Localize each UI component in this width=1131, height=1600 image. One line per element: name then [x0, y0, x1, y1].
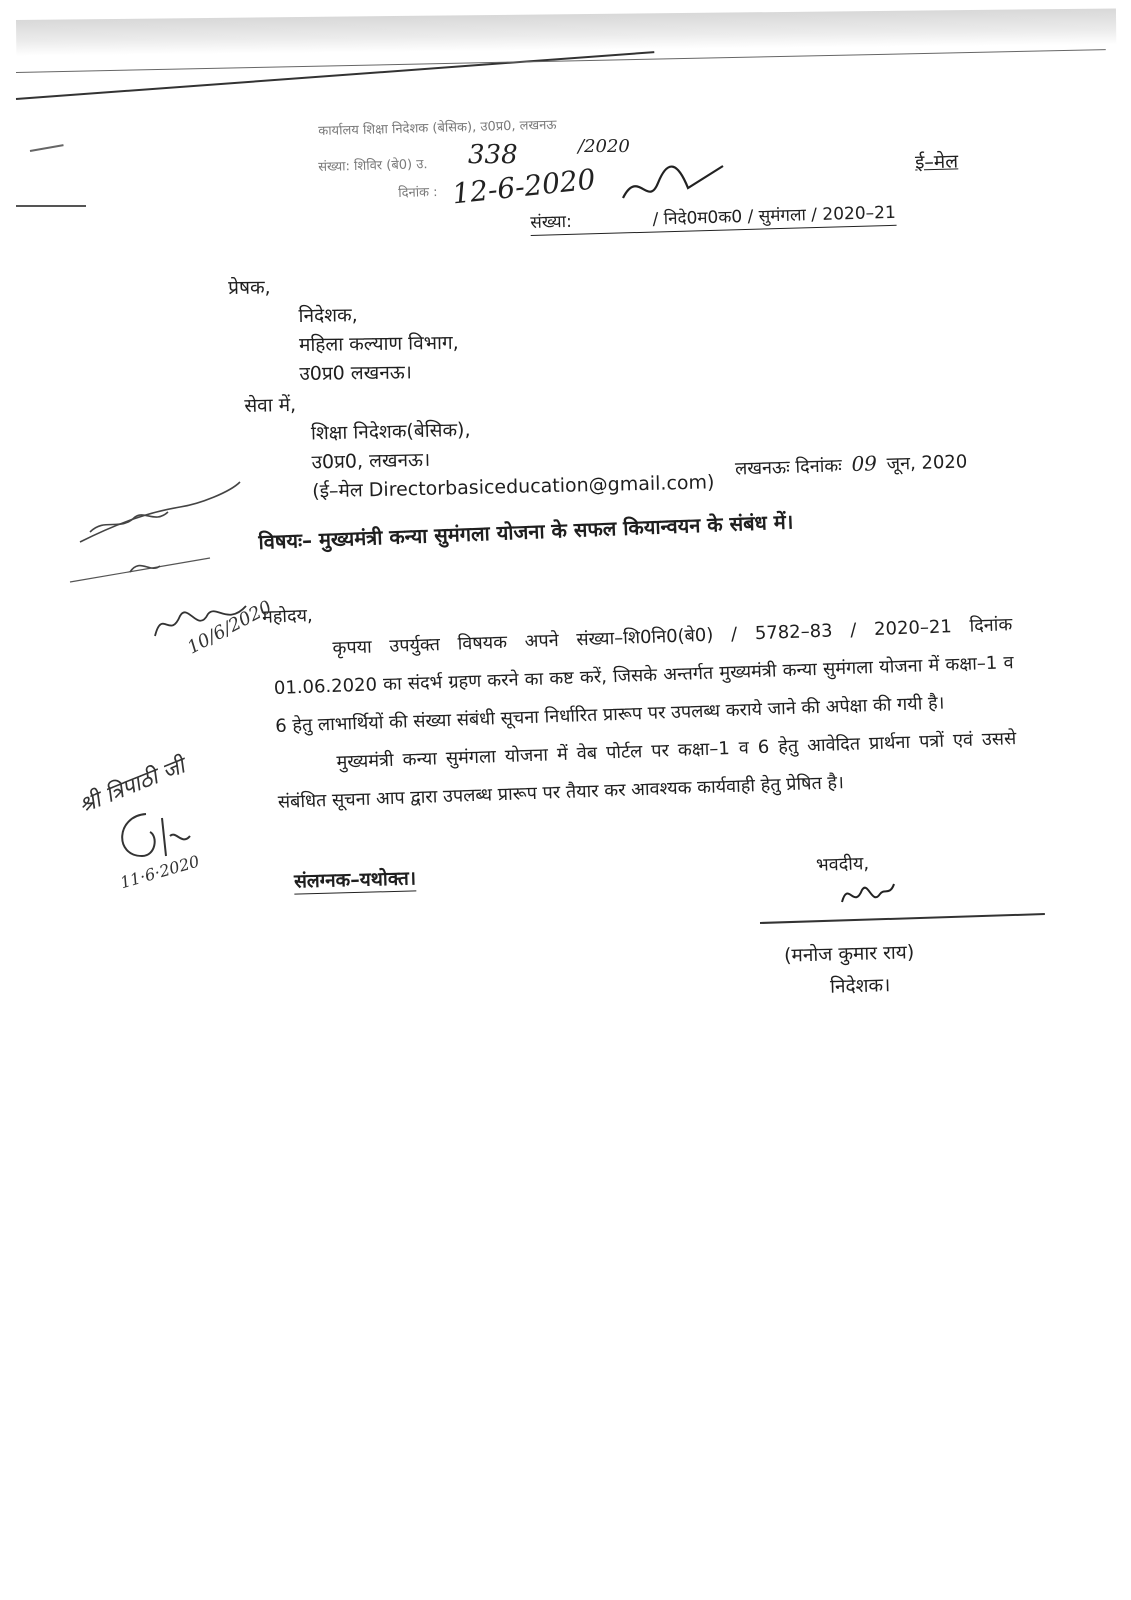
- sender-block: [228, 271, 459, 390]
- margin-scribble: [60, 462, 260, 612]
- signature-rule: [760, 913, 1045, 923]
- body-paragraph-2: मुख्यमंत्री कन्या सुमंगला योजना में वेब पोर्टल पर कक्षा–1 व 6 हेतु आवेदित प्रार्थना पत्रों एवं उससे संबंधित सूचना आप द्वारा उपलब्ध प्रारूप पर तैयार कर आवश्यक कार्यवाही हेतु प्रेषित है।: [277, 728, 1017, 813]
- letter-subject: विषयः– मुख्यमंत्री कन्या सुमंगला योजना के सफल कियान्वयन के संबंध में।: [258, 509, 794, 554]
- signature-mark: [838, 876, 898, 912]
- signatory-designation: निदेशक।: [829, 974, 891, 998]
- recipient-line-2: उ0प्र0, लखनऊ।: [311, 448, 431, 474]
- recipient-heading: सेवा में,: [244, 393, 297, 417]
- date-place: लखनऊः दिनांकः: [734, 455, 843, 480]
- date-line: [735, 448, 968, 480]
- date-month-year: जून, 2020: [886, 451, 968, 475]
- punch-mark: [16, 205, 86, 207]
- scan-edge-line: [16, 51, 654, 100]
- stamp-sankhya-label: संख्या: शिविर (बे0) उ.: [318, 157, 428, 175]
- email-tag-text: ई–मेल: [914, 150, 959, 174]
- stamp-dinank-value: 12-6-2020: [450, 162, 597, 211]
- sender-line-3: उ0प्र0 लखनऊ।: [299, 361, 413, 386]
- enclosure-text: संलग्नक–यथोक्त।: [293, 867, 417, 893]
- signoff-closing: भवदीय,: [815, 853, 870, 876]
- stamp-sankhya-year: /2020: [578, 136, 630, 157]
- stamp-dinank-label: दिनांक :: [398, 184, 438, 201]
- recipient-block: [244, 381, 715, 508]
- body-paragraph-1: कृपया उपर्युक्त विषयक अपने संख्या–शि0नि0(बे0) / 5782–83 / 2020–21 दिनांक 01.06.2020 का संदर्भ ग्रहण करने का कष्ट करें, जिसके अन्तर्गत मुख्यमंत्री कन्या सुमंगला योजना में कक्षा–1 व 6 हेतु लाभार्थियों की संख्या संबंधी सूचना निर्धारित प्रारूप पर उपलब्ध कराये जाने की अपेक्षा की गयी है।: [273, 614, 1014, 737]
- enclosure-line: [294, 864, 417, 894]
- sender-line-1: निदेशक,: [298, 304, 358, 328]
- email-tag: [915, 147, 959, 174]
- office-stamp-line: कार्यालय शिक्षा निदेशक (बेसिक), उ0प्र0, लखनऊ: [318, 117, 557, 139]
- margin-note-2: श्री त्रिपाठी जी: [75, 753, 189, 819]
- scan-edge-shadow: [16, 8, 1116, 56]
- recipient-line-1: शिक्षा निदेशक(बेसिक),: [310, 418, 471, 445]
- sender-line-2: महिला कल्याण विभाग,: [298, 331, 459, 357]
- margin-date-3: 11·6·2020: [118, 851, 202, 893]
- margin-date-1: 10/6/2020: [184, 596, 276, 659]
- stamp-sankhya-number: 338: [468, 140, 518, 170]
- reference-line: [530, 200, 896, 236]
- reference-number: / निदे0म0क0 / सुमंगला / 2020–21: [652, 202, 897, 230]
- recipient-line-3: (ई–मेल Directorbasiceducation@gmail.com): [312, 471, 715, 503]
- punch-mark: [30, 144, 64, 152]
- signatory-name: (मनोज कुमार राय): [783, 941, 915, 967]
- reference-label: संख्या:: [530, 211, 573, 233]
- sender-heading: प्रेषक,: [228, 276, 271, 299]
- salutation: महोदय,: [261, 605, 314, 628]
- letter-body: [272, 606, 1018, 822]
- date-day: 09: [851, 451, 878, 476]
